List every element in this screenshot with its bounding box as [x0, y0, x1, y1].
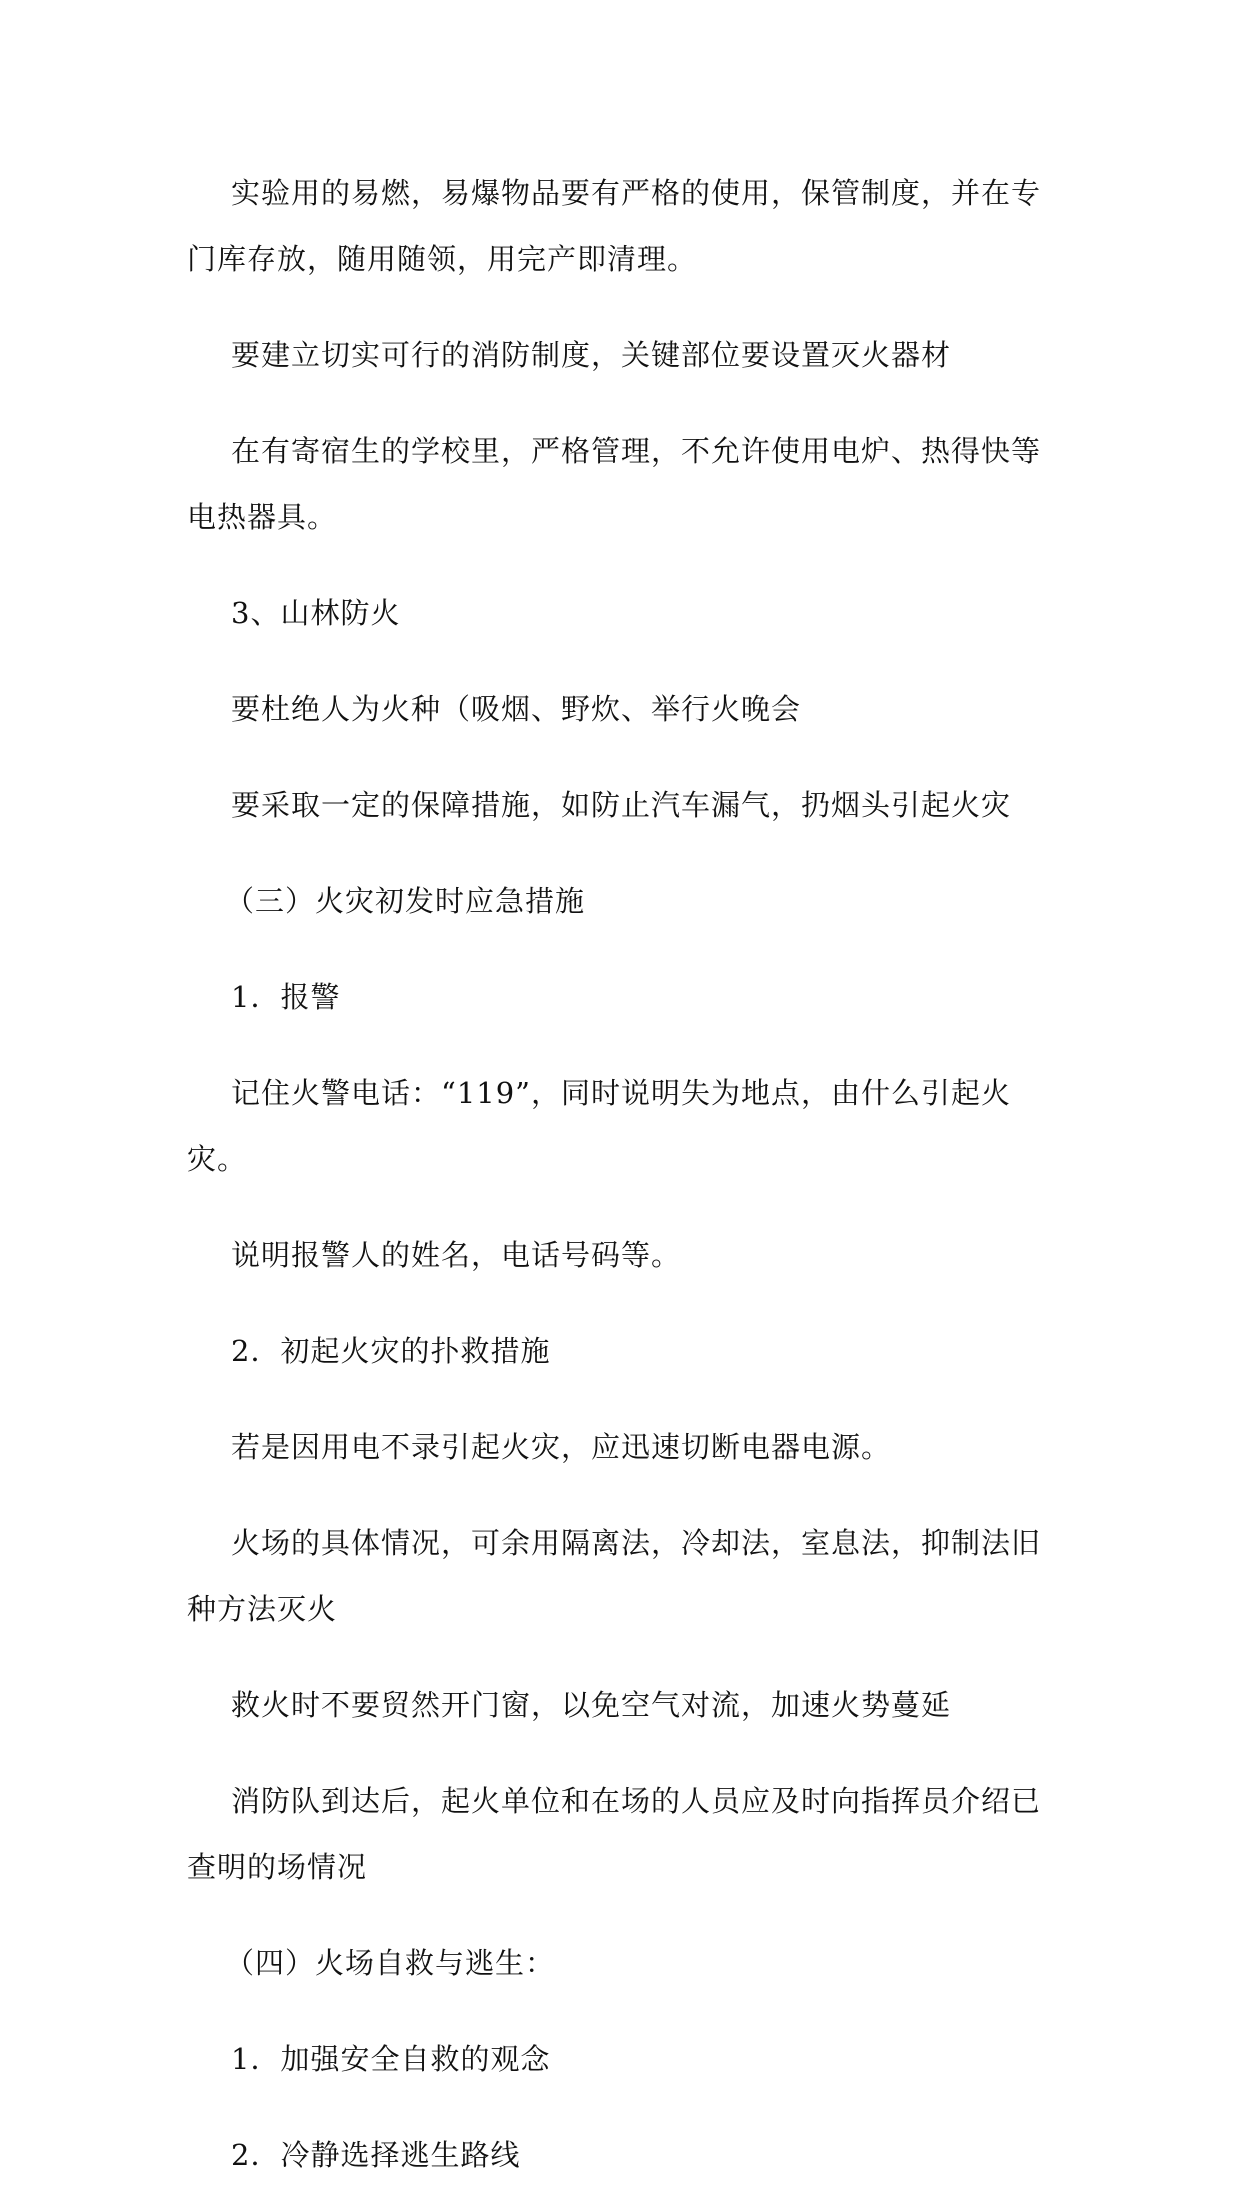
section-heading-emergency-measures: （三）火灾初发时应急措施	[225, 884, 586, 918]
paragraph-cut-power: 若是因用电不录引起火灾，应迅速切断电器电源。	[231, 1430, 892, 1464]
paragraph-boarding-school: 在有寄宿生的学校里，严格管理，不允许使用电炉、热得快等电热器具。	[187, 434, 1042, 534]
paragraph-extinguish-methods: 火场的具体情况，可余用隔离法，冷却法，室息法，抑制法旧种方法灭火	[187, 1526, 1042, 1626]
document-body	[187, 160, 1057, 2188]
subheading-safety-awareness: 1．加强安全自救的观念	[231, 2042, 551, 2076]
section-heading-self-rescue: （四）火场自救与逃生：	[225, 1946, 556, 1980]
paragraph-reporter-info: 说明报警人的姓名，电话号码等。	[231, 1238, 682, 1272]
subheading-alarm: 1．报警	[231, 980, 341, 1014]
paragraph-lab-flammables: 实验用的易燃，易爆物品要有严格的使用，保管制度，并在专门库存放，随用随领，用完产即清理。	[187, 176, 1042, 276]
paragraph-prevent-human-fire: 要杜绝人为火种（吸烟、野炊、举行火晚会	[231, 692, 802, 726]
section-heading-forest-fire: 3、山林防火	[231, 596, 401, 630]
paragraph-safety-measures: 要采取一定的保障措施，如防止汽车漏气，扔烟头引起火灾	[231, 788, 1012, 822]
paragraph-fire-system: 要建立切实可行的消防制度，关键部位要设置灭火器材	[231, 338, 952, 372]
paragraph-report-to-commander: 消防队到达后，起火单位和在场的人员应及时向指挥员介绍已查明的场情况	[187, 1784, 1042, 1884]
subheading-escape-route: 2．冷静选择逃生路线	[231, 2138, 521, 2172]
subheading-initial-firefighting: 2．初起火灾的扑救措施	[231, 1334, 551, 1368]
paragraph-fire-phone: 记住火警电话：“119”，同时说明失为地点，由什么引起火灾。	[187, 1076, 1012, 1176]
paragraph-do-not-open-windows: 救火时不要贸然开门窗，以免空气对流，加速火势蔓延	[231, 1688, 952, 1722]
